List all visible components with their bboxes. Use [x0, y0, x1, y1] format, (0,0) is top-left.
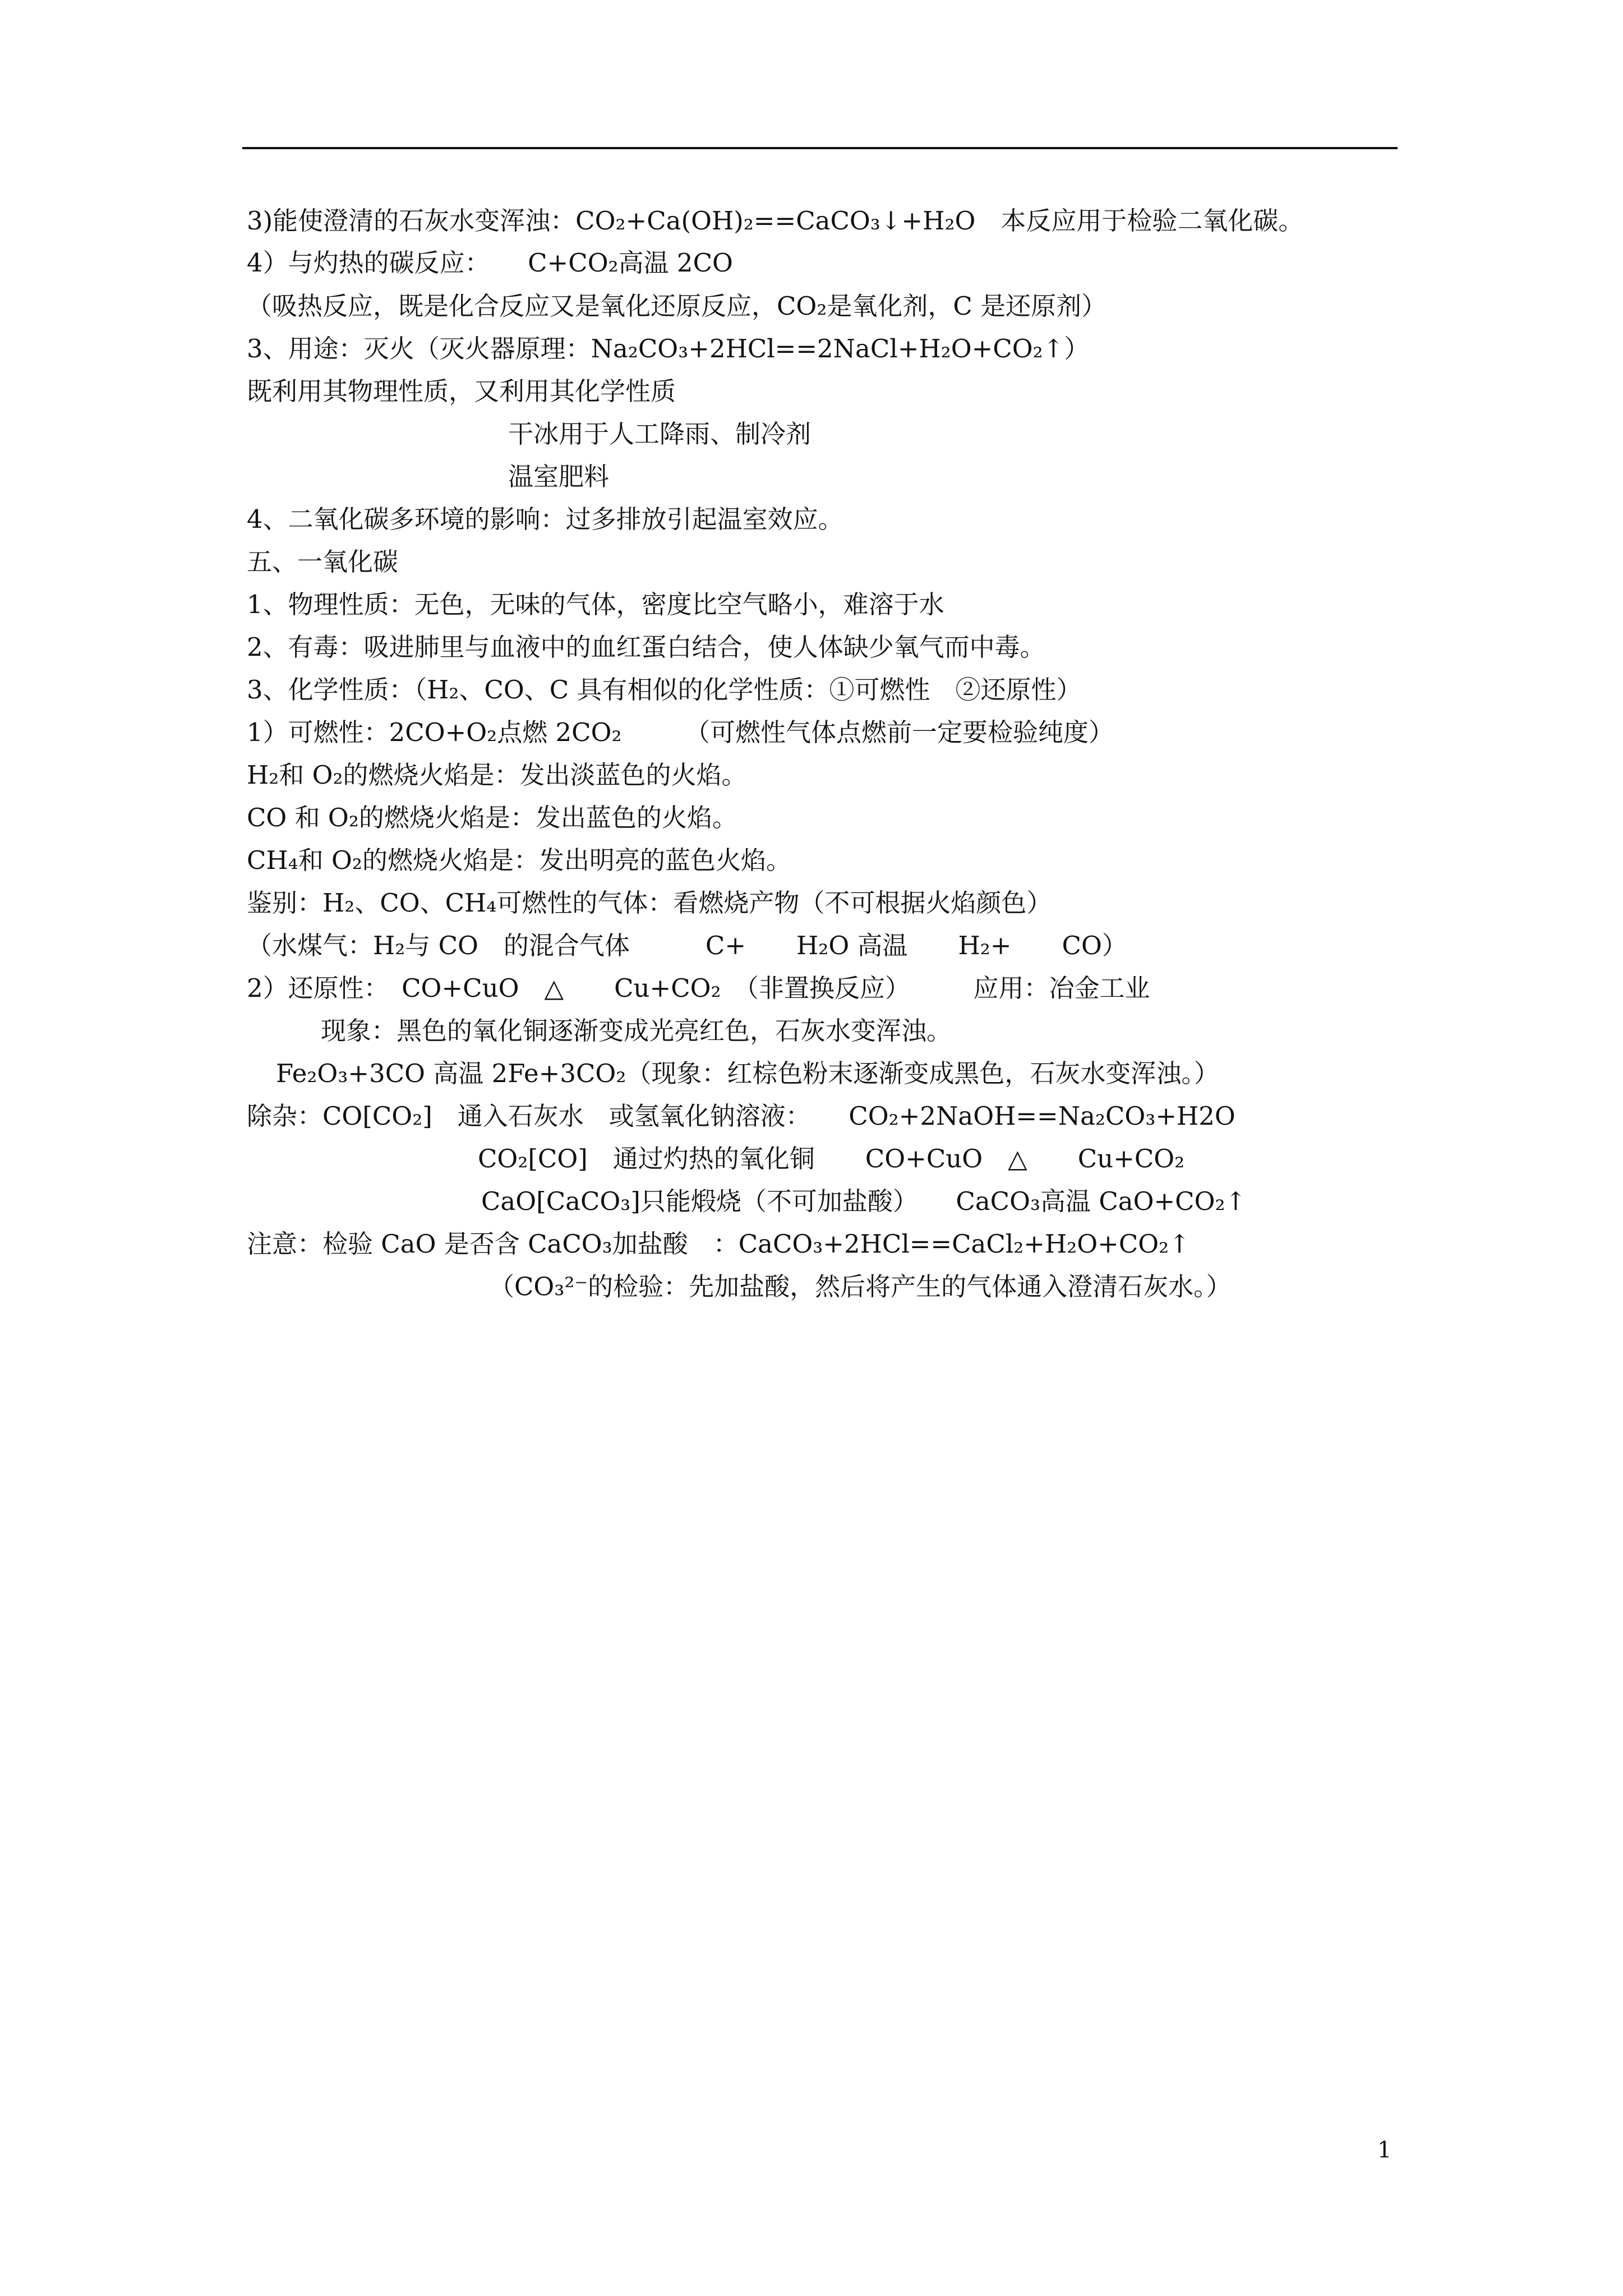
- text-line: 除杂：CO[CO₂] 通入石灰水 或氢氧化钠溶液： CO₂+2NaOH==Na₂CO₃+H2O: [247, 1101, 1235, 1131]
- text-line: CaO[CaCO₃]只能煅烧（不可加盐酸） CaCO₃高温 CaO+CO₂↑: [481, 1186, 1247, 1216]
- text-line: CO₂[CO] 通过灼热的氧化铜 CO+CuO △ Cu+CO₂: [478, 1144, 1185, 1174]
- text-line: 现象：黑色的氧化铜逐渐变成光亮红色，石灰水变浑浊。: [321, 1016, 952, 1046]
- text-line: CH₄和 O₂的燃烧火焰是：发出明亮的蓝色火焰。: [247, 845, 791, 875]
- text-line: 3)能使澄清的石灰水变浑浊：CO₂+Ca(OH)₂==CaCO₃↓+H₂O 本反应用于检验二氧化碳。: [247, 206, 1304, 236]
- text-line: H₂和 O₂的燃烧火焰是：发出淡蓝色的火焰。: [247, 760, 747, 790]
- text-line: 1）可燃性：2CO+O₂点燃 2CO₂ （可燃性气体点燃前一定要检验纯度）: [247, 717, 1114, 747]
- text-line: Fe₂O₃+3CO 高温 2Fe+3CO₂（现象：红棕色粉末逐渐变成黑色，石灰水变浑浊。）: [276, 1059, 1219, 1088]
- text-line: 注意：检验 CaO 是否含 CaCO₃加盐酸 ：CaCO₃+2HCl==CaCl₂+H₂O+CO₂↑: [247, 1229, 1190, 1259]
- header-rule: [242, 147, 1398, 149]
- page-number: 1: [1377, 2137, 1392, 2163]
- section-heading: 五、一氧化碳: [247, 547, 399, 577]
- text-line: 3、用途：灭火（灭火器原理：Na₂CO₃+2HCl==2NaCl+H₂O+CO₂↑）: [247, 334, 1090, 364]
- text-line: 4、二氧化碳多环境的影响：过多排放引起温室效应。: [247, 504, 843, 534]
- text-line: 4）与灼热的碳反应： C+CO₂高温 2CO: [247, 248, 733, 278]
- text-line: 温室肥料: [508, 462, 610, 491]
- text-line: （吸热反应，既是化合反应又是氧化还原反应，CO₂是氧化剂，C 是还原剂）: [247, 291, 1107, 321]
- text-line: （CO₃²⁻的检验：先加盐酸，然后将产生的气体通入澄清石灰水。）: [489, 1272, 1232, 1301]
- text-line: 2、有毒：吸进肺里与血液中的血红蛋白结合，使人体缺少氧气而中毒。: [247, 632, 1045, 662]
- text-line: （水煤气：H₂与 CO 的混合气体 C+ H₂O 高温 H₂+ CO）: [247, 931, 1127, 960]
- text-line: 鉴别：H₂、CO、CH₄可燃性的气体：看燃烧产物（不可根据火焰颜色）: [247, 888, 1052, 918]
- text-line: 3、化学性质：（H₂、CO、C 具有相似的化学性质：①可燃性 ②还原性）: [247, 675, 1082, 705]
- text-line: 既利用其物理性质，又利用其化学性质: [247, 376, 676, 406]
- text-line: CO 和 O₂的燃烧火焰是：发出蓝色的火焰。: [247, 803, 737, 832]
- text-line: 1、物理性质：无色，无味的气体，密度比空气略小，难溶于水: [247, 590, 944, 619]
- text-line: 2）还原性： CO+CuO △ Cu+CO₂ （非置换反应） 应用：冶金工业: [247, 973, 1150, 1003]
- text-line: 干冰用于人工降雨、制冷剂: [508, 419, 811, 449]
